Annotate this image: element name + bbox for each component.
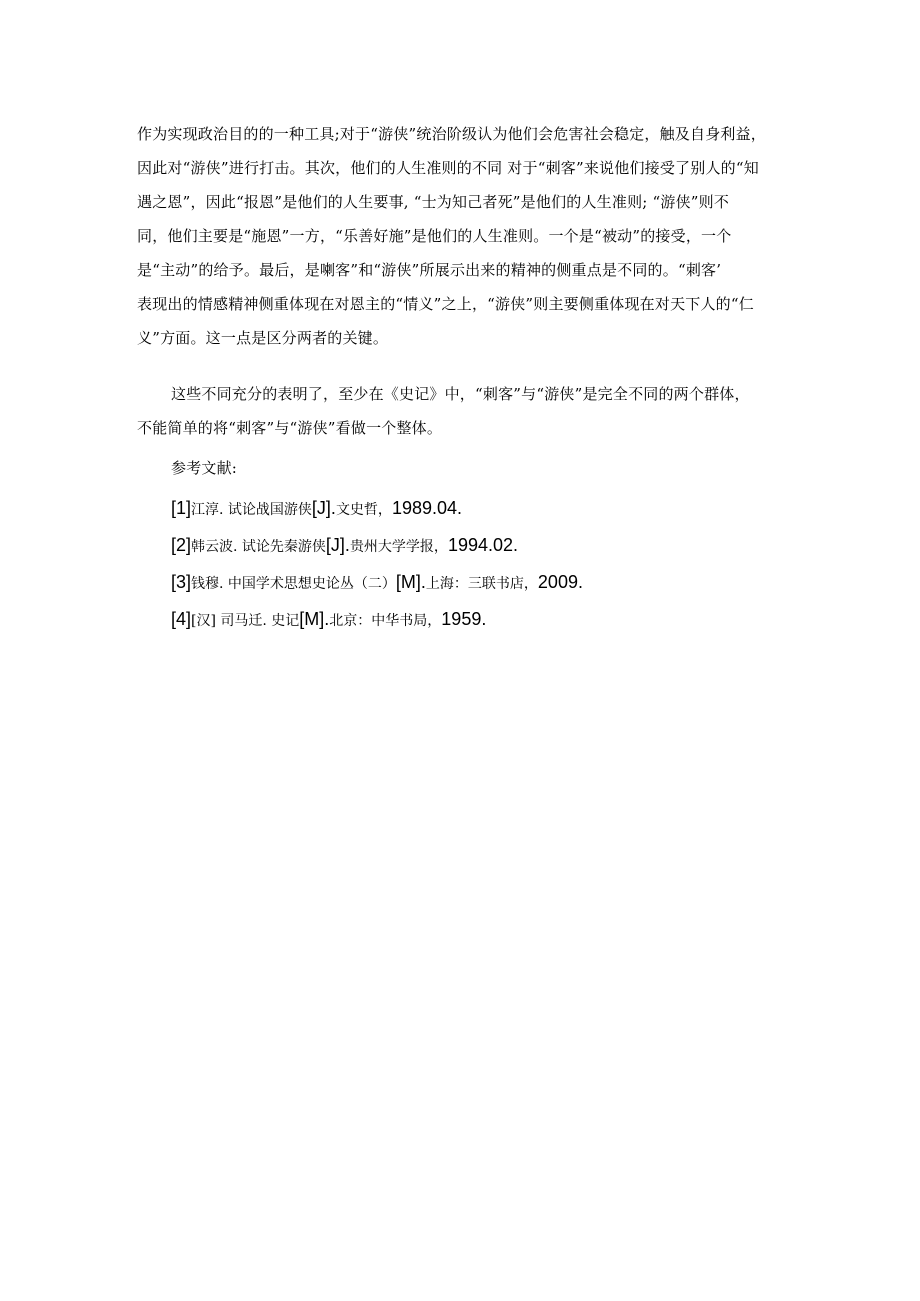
reference-author-title: 江淳. 试论战国游侠 [191, 502, 312, 518]
reference-item [171, 601, 791, 638]
paragraph-line: 义”方面。这一点是区分两者的关键。 [137, 329, 389, 347]
paragraph-line: 这些不同充分的表明了，至少在《史记》中，“刺客”与“游侠”是完全不同的两个群体， [171, 385, 750, 403]
reference-date: 1989.04. [391, 498, 463, 518]
references-heading-block [137, 451, 789, 485]
paragraph-line: 同，他们主要是“施恩”一方，“乐善好施”是他们的人生准则。一个是“被动”的接受，一个 [137, 227, 732, 245]
reference-item [171, 564, 791, 601]
reference-number: [3] [171, 572, 192, 592]
reference-number: [1] [171, 498, 192, 518]
reference-item [171, 527, 791, 564]
paragraph-line: 因此对“游侠”进行打击。其次，他们的人生准则的不同 对于“刺客”来说他们接受了别人的“知 [137, 159, 759, 177]
reference-type: [M]. [395, 572, 426, 592]
reference-source: 上海：三联书店， [425, 576, 538, 592]
reference-list [171, 490, 791, 638]
reference-date: 2009. [537, 572, 583, 592]
paragraph-line: 表现出的情感精神侧重体现在对恩主的“情义”之上，“游侠”则主要侧重体现在对天下人的“仁 [137, 295, 754, 313]
reference-source: 贵州大学学报， [349, 539, 448, 555]
paragraph-line: 作为实现政治目的的一种工具;对于“游侠”统治阶级认为他们会危害社会稳定，触及自身利益， [137, 125, 766, 143]
reference-author-title: 钱穆. 中国学术思想史论丛（二） [191, 576, 396, 592]
reference-type: [M]. [299, 609, 330, 629]
reference-source: 文史哲， [335, 502, 392, 518]
reference-item [171, 490, 791, 527]
reference-type: [J]. [325, 535, 350, 555]
reference-source: 北京：中华书局， [329, 613, 442, 629]
reference-date: 1959. [441, 609, 487, 629]
references-heading: 参考文献: [171, 459, 238, 477]
paragraph-conclusion [137, 377, 789, 445]
reference-type: [J]. [311, 498, 336, 518]
reference-author-title: 韩云波. 试论先秦游侠 [191, 539, 326, 555]
reference-number: [4] [171, 609, 192, 629]
paragraph-line: 遇之恩”，因此“报恩”是他们的人生要事, “士为知己者死”是他们的人生准则; “游侠”则不 [137, 193, 730, 211]
paragraph-line: 不能简单的将“刺客”与“游侠”看做一个整体。 [137, 419, 443, 437]
reference-number: [2] [171, 535, 192, 555]
paragraph-line: 是“主动”的给予。最后，是喇客”和“游侠”所展示出来的精神的侧重点是不同的。“刺客’ [137, 261, 722, 279]
reference-author-title: [汉] 司马迁. 史记 [191, 613, 300, 629]
paragraph-main [137, 117, 789, 355]
reference-date: 1994.02. [447, 535, 519, 555]
